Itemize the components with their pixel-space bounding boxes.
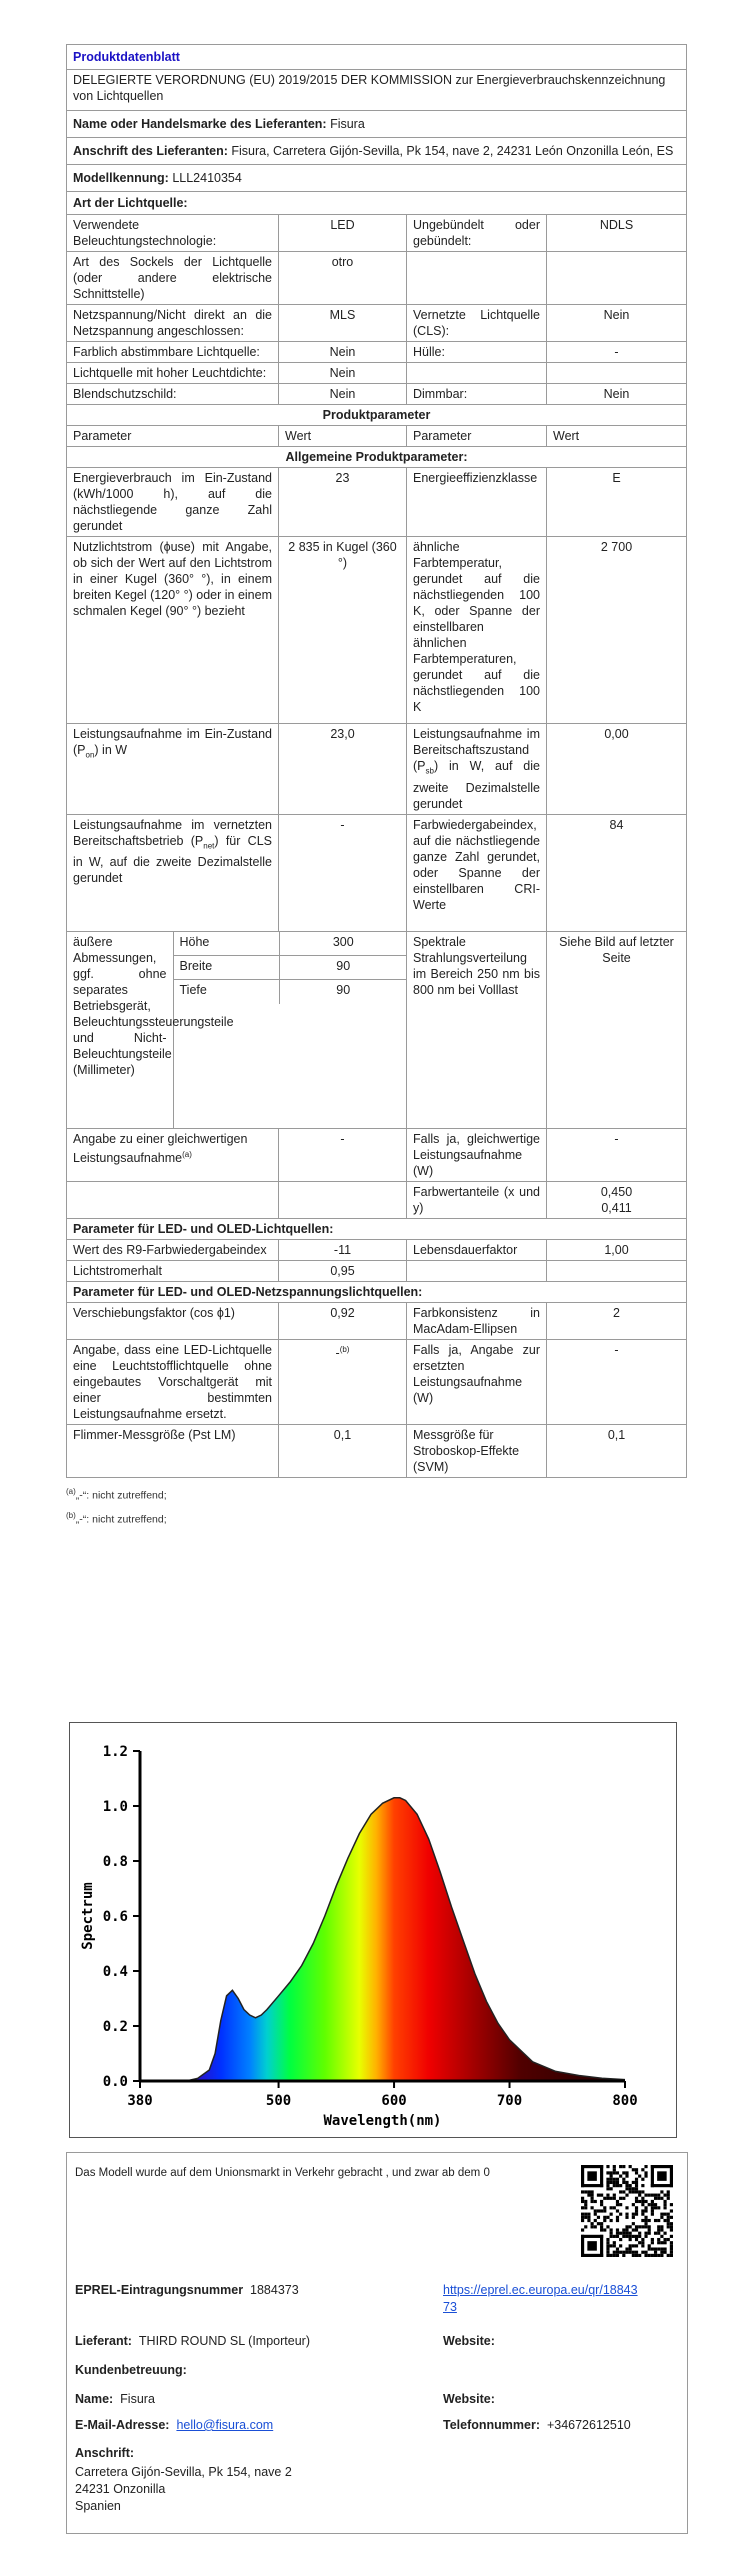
- y-tick-label: 1.0: [102, 1799, 128, 1815]
- type-label: Farblich abstimmbare Lichtquelle:: [67, 342, 279, 363]
- market-text: Das Modell wurde auf dem Unionsmarkt in Verkehr gebracht , und zwar ab dem 0: [75, 2167, 490, 2179]
- type-label: [407, 363, 547, 384]
- type-label: Verwendete Beleuchtungstechnologie:: [67, 215, 279, 252]
- footnote-a: $^{(a)}$„-“: nicht zutreffend;: [66, 1486, 167, 1501]
- name-row: Name: Fisura: [75, 2392, 155, 2406]
- param-row: [67, 1302, 687, 1339]
- page-title: Produktdatenblatt: [67, 45, 687, 70]
- param-row: [67, 468, 687, 537]
- supplier-address: Fisura, Carretera Gijón-Sevilla, Pk 154, nave 2, 24231 León Onzonilla León, ES: [231, 144, 674, 158]
- fluor-value: -$^{(b)}$: [279, 1339, 407, 1424]
- light-source-type-heading: Art der Lichtquelle:: [67, 192, 687, 215]
- type-value: -: [547, 342, 687, 363]
- eprel-row: EPREL-Eintragungsnummer 1884373: [75, 2283, 299, 2297]
- address-line: Spanien: [75, 2499, 121, 2513]
- efficiency-value: E: [547, 468, 687, 537]
- address-line: Carretera Gijón-Sevilla, Pk 154, nave 2: [75, 2465, 292, 2479]
- pnet-value: -: [279, 814, 407, 931]
- flux-value: 2 835 in Kugel (360 °): [279, 537, 407, 724]
- supplier-name-label: Name oder Handelsmarke des Lieferanten:: [73, 117, 327, 131]
- model-id: LLL2410354: [172, 171, 242, 185]
- spectrum-area: [186, 1798, 625, 2081]
- param-row: [67, 1260, 687, 1281]
- email-row: E-Mail-Adresse: hello@fisura.com: [75, 2418, 274, 2432]
- dimensions-label: äußere Abmessungen, ggf. ohne separates Betriebsgerät, Beleuchtungssteuerungsteile und Nicht-Beleuchtungsteile (Millimeter): [67, 932, 173, 1128]
- dimensions-cell: [67, 931, 407, 1128]
- supplier-row: Lieferant: THIRD ROUND SL (Importeur): [75, 2334, 310, 2348]
- param-row: [67, 1128, 687, 1181]
- type-label: Ungebündelt oder gebündelt:: [407, 215, 547, 252]
- energy-label: Energieverbrauch im Ein-Zustand (kWh/1000 h), auf die nächstliegende ganze Zahl gerundet: [67, 468, 279, 537]
- type-label: Dimmbar:: [407, 384, 547, 405]
- type-label: Lichtquelle mit hoher Leuchtdichte:: [67, 363, 279, 384]
- cos-value: 0,92: [279, 1302, 407, 1339]
- model-label: Modellkennung:: [73, 171, 169, 185]
- type-row: [67, 305, 687, 342]
- supplier-address-row: [67, 138, 687, 165]
- maint-label: Lichtstromerhalt: [67, 1260, 279, 1281]
- type-value: Nein: [547, 305, 687, 342]
- param-row: [67, 931, 687, 1128]
- x-tick-label: 500: [265, 2093, 292, 2109]
- life-value: 1,00: [547, 1239, 687, 1260]
- svm-value: 0,1: [547, 1424, 687, 1477]
- product-params-header: [67, 426, 687, 447]
- type-value: NDLS: [547, 215, 687, 252]
- col-value: Wert: [279, 426, 407, 447]
- cct-label: ähnliche Farbtemperatur, gerundet auf die nächstliegenden 100 K, oder Spanne der einstellbaren ähnlichen Farbtemperaturen, gerundet auf die nächstliegenden 100 K: [407, 537, 547, 724]
- type-label: [407, 252, 547, 305]
- type-row: [67, 384, 687, 405]
- r9-label: Wert des R9-Farbwiedergabeindex: [67, 1239, 279, 1260]
- cri-value: 84: [547, 814, 687, 931]
- qr-code-icon[interactable]: [581, 2165, 673, 2257]
- cos-label: Verschiebungsfaktor (cos ϕ1): [67, 1302, 279, 1339]
- life-label: Lebensdauerfaktor: [407, 1239, 547, 1260]
- param-row: [67, 537, 687, 724]
- chroma-value: 0,450 0,411: [547, 1181, 687, 1218]
- svm-label: Messgröße für Stroboskop-Effekte (SVM): [407, 1424, 547, 1477]
- type-row: [67, 363, 687, 384]
- r9-value: -11: [279, 1239, 407, 1260]
- y-tick-label: 0.6: [102, 1909, 128, 1925]
- x-tick-label: 700: [496, 2093, 523, 2109]
- pon-value: 23,0: [279, 724, 407, 815]
- mains-params-heading: Parameter für LED- und OLED-Netzspannungslichtquellen:: [67, 1281, 687, 1302]
- type-label: Art des Sockels der Lichtquelle (oder andere elektrische Schnittstelle): [67, 252, 279, 305]
- type-label: Vernetzte Lichtquelle (CLS):: [407, 305, 547, 342]
- email-link[interactable]: hello@fisura.com: [176, 2418, 274, 2432]
- spectrum-chart: [69, 1722, 677, 2138]
- type-value: [547, 252, 687, 305]
- datasheet: [66, 44, 686, 1533]
- type-label: Hülle:: [407, 342, 547, 363]
- type-value: otro: [279, 252, 407, 305]
- address-line: 24231 Onzonilla: [75, 2482, 166, 2496]
- flicker-label: Flimmer-Messgröße (Pst LM): [67, 1424, 279, 1477]
- y-tick-label: 1.2: [102, 1744, 128, 1760]
- address-heading: Anschrift:: [75, 2446, 135, 2460]
- x-tick-label: 380: [127, 2093, 153, 2109]
- led-params-heading: Parameter für LED- und OLED-Lichtquellen:: [67, 1218, 687, 1239]
- macadam-value: 2: [547, 1302, 687, 1339]
- product-params-heading: Produktparameter: [67, 405, 687, 426]
- cct-value: 2 700: [547, 537, 687, 724]
- replace-value: -: [547, 1339, 687, 1424]
- info-block: [66, 2152, 688, 2534]
- y-axis-label: Spectrum: [80, 1882, 96, 1950]
- phone-row: Telefonnummer: +34672612510: [443, 2418, 631, 2432]
- dimensions-table: [67, 932, 407, 1128]
- psb-label: Leistungsaufnahme im Bereitschaftszustand $(P_{sb})$ in W, auf die zweite Dezimalstelle gerundet: [407, 724, 547, 815]
- website-label: Website:: [443, 2334, 495, 2348]
- y-tick-label: 0.4: [102, 1964, 128, 1980]
- cri-label: Farbwiedergabeindex, auf die nächstliegende ganze Zahl gerundet, oder Spanne der einstellbaren CRI-Werte: [407, 814, 547, 931]
- spectral-label: Spektrale Strahlungsverteilung im Bereich 250 nm bis 800 nm bei Volllast: [407, 931, 547, 1128]
- type-value: [547, 363, 687, 384]
- param-row: [67, 1424, 687, 1477]
- efficiency-label: Energieeffizienzklasse: [407, 468, 547, 537]
- type-row: [67, 252, 687, 305]
- dim-value: 300: [279, 932, 407, 956]
- supplier-name: Fisura: [330, 117, 365, 131]
- type-value: Nein: [547, 384, 687, 405]
- dim-name: Breite: [173, 955, 279, 979]
- footnote-b: $^{(b)}$„-“: nicht zutreffend;: [66, 1511, 167, 1526]
- replace-label: Falls ja, Angabe zur ersetzten Leistungsaufnahme (W): [407, 1339, 547, 1424]
- spectrum-chart-svg: [70, 1723, 676, 2137]
- maint-value: 0,95: [279, 1260, 407, 1281]
- type-row: [67, 342, 687, 363]
- y-tick-label: 0.2: [102, 2019, 128, 2035]
- param-row: [67, 814, 687, 931]
- eprel-link[interactable]: https://eprel.ec.europa.eu/qr/1884373: [443, 2283, 638, 2314]
- dim-value: 90: [279, 955, 407, 979]
- y-tick-label: 0.0: [102, 2074, 128, 2090]
- equiv-power-value: -: [547, 1128, 687, 1181]
- equiv-label: Angabe zu einer gleichwertigen Leistungsaufnahme$^{(a)}$: [67, 1128, 279, 1181]
- flux-label: Nutzlichtstrom (ϕuse) mit Angabe, ob sich der Wert auf den Lichtstrom in einer Kugel (360° °), in einem breiten Kegel (120° °) oder in einem schmalen Kegel (90° °) bezieht: [67, 537, 279, 724]
- website2-label: Website:: [443, 2392, 495, 2406]
- dim-name: Höhe: [173, 932, 279, 956]
- energy-value: 23: [279, 468, 407, 537]
- col-value: Wert: [547, 426, 687, 447]
- type-label: Blendschutzschild:: [67, 384, 279, 405]
- type-row: [67, 215, 687, 252]
- chroma-label: Farbwertanteile (x und y): [407, 1181, 547, 1218]
- pon-label: Leistungsaufnahme im Ein-Zustand $(P_{on})$ in W: [67, 724, 279, 815]
- supplier-address-label: Anschrift des Lieferanten:: [73, 144, 228, 158]
- type-value: Nein: [279, 363, 407, 384]
- spectral-value: Siehe Bild auf letzter Seite: [547, 931, 687, 1128]
- equiv-value: -: [279, 1128, 407, 1181]
- dim-value: 90: [279, 980, 407, 1004]
- datasheet-table: [66, 44, 687, 1478]
- dim-name: Tiefe: [179, 983, 207, 998]
- model-row: [67, 165, 687, 192]
- type-value: LED: [279, 215, 407, 252]
- general-params-heading: Allgemeine Produktparameter:: [67, 447, 687, 468]
- type-label: Netzspannung/Nicht direkt an die Netzspannung angeschlossen:: [67, 305, 279, 342]
- param-row: [67, 724, 687, 815]
- type-value: Nein: [279, 384, 407, 405]
- psb-value: 0,00: [547, 724, 687, 815]
- col-parameter: Parameter: [67, 426, 279, 447]
- regulation-text: DELEGIERTE VERORDNUNG (EU) 2019/2015 DER KOMMISSION zur Energieverbrauchskennzeichnung von Lichtquellen: [67, 70, 687, 111]
- supplier-name-row: [67, 111, 687, 138]
- param-row: [67, 1239, 687, 1260]
- x-axis-label: Wavelength(nm): [323, 2113, 442, 2129]
- x-tick-label: 800: [612, 2093, 638, 2109]
- footnotes: [66, 1484, 686, 1528]
- pnet-label: Leistungsaufnahme im vernetzten Bereitschaftsbetrieb $(P_{net})$ für CLS in W, auf die zweite Dezimalstelle gerundet: [67, 814, 279, 931]
- macadam-label: Farbkonsistenz in MacAdam-Ellipsen: [407, 1302, 547, 1339]
- flicker-value: 0,1: [279, 1424, 407, 1477]
- type-value: MLS: [279, 305, 407, 342]
- param-row: [67, 1181, 687, 1218]
- equiv-power-label: Falls ja, gleichwertige Leistungsaufnahme (W): [407, 1128, 547, 1181]
- y-tick-label: 0.8: [102, 1854, 128, 1870]
- param-row: [67, 1339, 687, 1424]
- customer-service-heading: Kundenbetreuung:: [75, 2363, 187, 2377]
- type-value: Nein: [279, 342, 407, 363]
- col-parameter: Parameter: [407, 426, 547, 447]
- x-tick-label: 600: [381, 2093, 407, 2109]
- fluor-label: Angabe, dass eine LED-Lichtquelle eine Leuchtstofflichtquelle ohne eingebautes Vorschaltgerät mit einer bestimmten Leistungsaufnahme ersetzt.: [67, 1339, 279, 1424]
